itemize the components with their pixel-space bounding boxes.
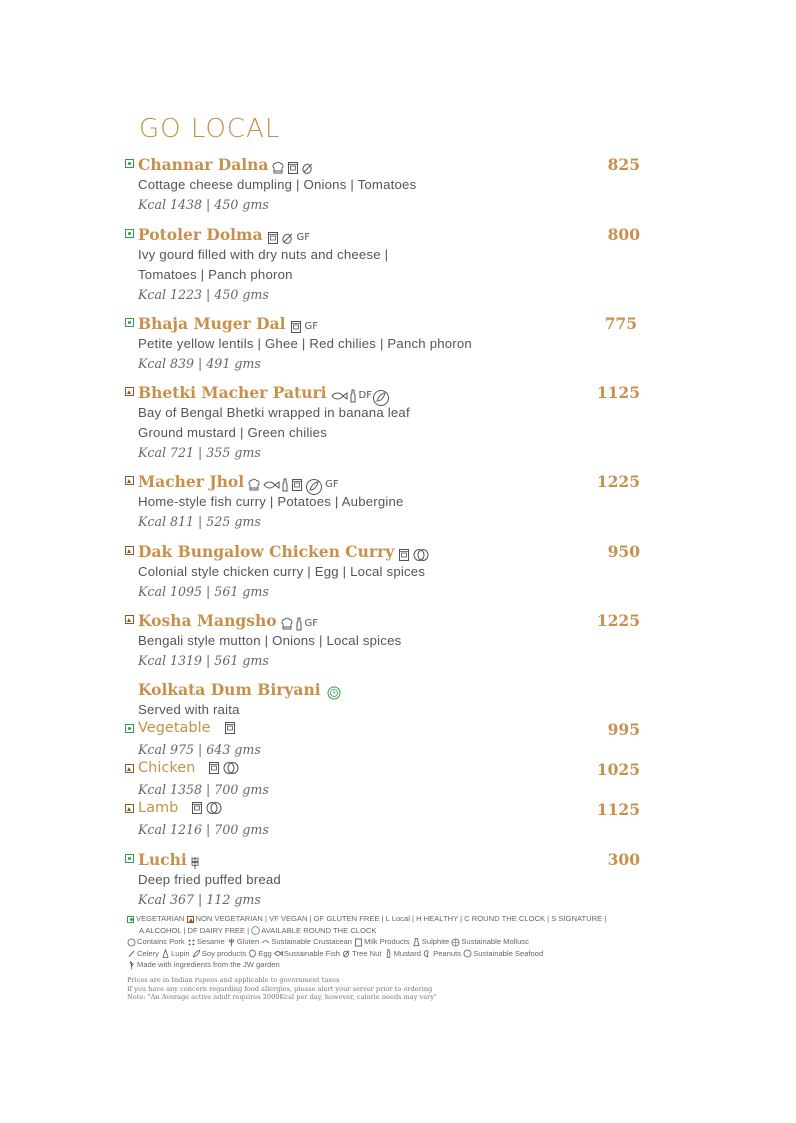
- item-description: Home-style fish curry | Potatoes | Aubergine: [138, 494, 404, 509]
- chef-hat-icon: [271, 161, 285, 175]
- item-price: 300: [607, 850, 640, 869]
- section-heading: GO LOCAL: [139, 114, 281, 144]
- milk-icon: [354, 938, 363, 947]
- menu-item: [125, 850, 645, 910]
- item-description: Served with raita: [138, 702, 240, 717]
- veg-marker-icon: [125, 159, 134, 168]
- item-calories: Kcal 839 | 491 gms: [138, 356, 261, 371]
- egg-icon: [412, 548, 430, 562]
- milk-icon: [223, 721, 237, 735]
- footnote: If you have any concern regarding food allergies, please alert your server prior to ordering: [127, 984, 433, 993]
- gluten-icon: [227, 938, 236, 947]
- item-calories: Kcal 367 | 112 gms: [138, 892, 261, 907]
- menu-item: [125, 155, 645, 215]
- milk-icon: [290, 478, 304, 492]
- item-name: Kosha Mangsho GF: [138, 611, 319, 630]
- fish-icon: [274, 949, 283, 958]
- item-description: Colonial style chicken curry | Egg | Local spices: [138, 564, 426, 579]
- item-name: Kolkata Dum Biryani: [138, 680, 342, 701]
- item-calories: Kcal 1216 | 700 gms: [138, 822, 269, 837]
- item-description: Ground mustard | Green chilies: [138, 425, 328, 440]
- item-description: Bay of Bengal Bhetki wrapped in banana leaf: [138, 405, 410, 420]
- item-calories: Kcal 1095 | 561 gms: [138, 584, 269, 599]
- item-description: Tomatoes | Panch phoron: [138, 267, 293, 282]
- round-the-clock-icon: [251, 926, 260, 935]
- gf-tag: GF: [304, 321, 319, 332]
- peanut-icon: [423, 949, 432, 958]
- nut-icon: [281, 231, 295, 245]
- item-description: Ivy gourd filled with dry nuts and cheese |: [138, 247, 389, 262]
- variant-row: [125, 760, 645, 780]
- item-price: 825: [607, 155, 640, 174]
- item-calories: Kcal 1358 | 700 gms: [138, 782, 269, 797]
- veg-marker-icon: [125, 229, 134, 238]
- variant-row: [125, 720, 645, 740]
- garden-icon: [127, 961, 136, 970]
- variant-name: Lamb: [138, 800, 224, 816]
- footnote: Note: "An Average active adult requires 2000Kcal per day, however, calorie needs may vary": [127, 993, 438, 1001]
- seafood-icon: [463, 949, 472, 958]
- menu-item: [125, 314, 645, 374]
- item-price: 800: [607, 225, 640, 244]
- item-price: 950: [607, 542, 640, 561]
- chef-hat-icon: [247, 478, 261, 492]
- mollusc-icon: [451, 938, 460, 947]
- item-name: Macher Jhol GF: [138, 472, 339, 493]
- item-price: 775: [604, 314, 637, 333]
- egg-icon: [205, 801, 223, 815]
- sesame-icon: [187, 938, 196, 947]
- veg-marker-icon: [127, 916, 134, 923]
- item-price: 995: [607, 720, 640, 739]
- veg-marker-icon: [125, 724, 134, 733]
- legend: [127, 913, 647, 971]
- footnotes: [127, 976, 647, 1002]
- item-price: 1125: [596, 383, 640, 402]
- item-price: 1025: [596, 760, 640, 779]
- nonveg-marker-icon: [125, 764, 134, 773]
- fish-icon: [262, 478, 280, 492]
- milk-icon: [207, 761, 221, 775]
- item-description: Cottage cheese dumpling | Onions | Tomatoes: [138, 177, 417, 192]
- item-description: Deep fried puffed bread: [138, 872, 281, 887]
- nonveg-marker-icon: [187, 916, 194, 923]
- variant-name: Vegetable: [138, 720, 238, 736]
- menu-item: [125, 611, 645, 671]
- nut-icon: [342, 949, 351, 958]
- item-calories: Kcal 975 | 643 gms: [138, 742, 261, 757]
- gluten-icon: [188, 856, 202, 870]
- nonveg-marker-icon: [125, 804, 134, 813]
- item-description: Bengali style mutton | Onions | Local spices: [138, 633, 402, 648]
- gf-tag: GF: [296, 232, 311, 243]
- df-tag: DF: [358, 390, 372, 401]
- milk-icon: [286, 161, 300, 175]
- nonveg-marker-icon: [125, 387, 134, 396]
- gf-tag: GF: [304, 618, 319, 629]
- mustard-icon: [384, 949, 393, 958]
- item-price: 1225: [596, 472, 640, 491]
- item-calories: Kcal 1223 | 450 gms: [138, 287, 269, 302]
- legend-line: VEGETARIAN NON VEGETARIAN | VF VEGAN | GF GLUTEN FREE | L Local | H HEALTHY | C ROUND THE CLOCK | S SIGNATURE |: [127, 913, 647, 925]
- milk-icon: [190, 801, 204, 815]
- mustard-icon: [295, 617, 303, 631]
- item-calories: Kcal 811 | 525 gms: [138, 514, 261, 529]
- round-the-clock-icon: [327, 686, 341, 700]
- biryani-item: [125, 680, 645, 840]
- sulphite-icon: [412, 938, 421, 947]
- menu-item: [125, 383, 645, 463]
- variant-row: [125, 800, 645, 820]
- item-name: Dak Bungalow Chicken Curry: [138, 542, 431, 563]
- egg-icon: [222, 761, 240, 775]
- veg-marker-icon: [125, 854, 134, 863]
- egg-icon: [248, 949, 257, 958]
- milk-icon: [397, 548, 411, 562]
- legend-line: A ALCOHOL | DF DAIRY FREE | AVAILABLE ROUND THE CLOCK: [139, 925, 377, 935]
- nonveg-marker-icon: [125, 476, 134, 485]
- soy-icon: [192, 949, 201, 958]
- mustard-icon: [281, 478, 289, 492]
- legend-line: Made with ingredients from the JW garden: [127, 959, 647, 971]
- allergen-line: Contains Pork Sesame Gluten Sustainable Crustacean Milk Products Sulphite Sustainable Mollusc: [127, 936, 647, 948]
- item-name: Potoler Dolma GF: [138, 225, 311, 244]
- mustard-icon: [349, 389, 357, 403]
- milk-icon: [289, 320, 303, 334]
- milk-icon: [266, 231, 280, 245]
- celery-icon: [127, 949, 136, 958]
- item-calories: Kcal 1319 | 561 gms: [138, 653, 269, 668]
- menu-item: [125, 542, 645, 602]
- item-calories: Kcal 1438 | 450 gms: [138, 197, 269, 212]
- item-price: 1225: [596, 611, 640, 630]
- item-calories: Kcal 721 | 355 gms: [138, 445, 261, 460]
- allergen-line: Celery Lupin Soy products Egg Sustainable Fish Tree Nut Mustard Peanuts Sustainable Seafood: [127, 948, 647, 960]
- fish-icon: [330, 389, 348, 403]
- item-name: Bhaja Muger Dal GF: [138, 314, 319, 333]
- crustacean-icon: [261, 938, 270, 947]
- gf-tag: GF: [325, 479, 339, 490]
- lupin-icon: [161, 949, 170, 958]
- chef-hat-icon: [280, 617, 294, 631]
- variant-name: Chicken: [138, 760, 241, 776]
- nonveg-marker-icon: [125, 615, 134, 624]
- item-name: Luchi: [138, 850, 203, 871]
- pork-icon: [127, 938, 136, 947]
- footnote: Prices are in Indian rupees and applicable to government taxes: [127, 976, 340, 984]
- nonveg-marker-icon: [125, 546, 134, 555]
- seafood-icon: [372, 389, 390, 403]
- veg-marker-icon: [125, 318, 134, 327]
- item-description: Petite yellow lentils | Ghee | Red chilies | Panch phoron: [138, 336, 472, 351]
- item-name: Channar Dalna: [138, 155, 316, 176]
- menu-item: [125, 472, 645, 532]
- nut-icon: [301, 161, 315, 175]
- seafood-icon: [305, 478, 323, 492]
- item-name: Bhetki Macher Paturi DF: [138, 383, 391, 404]
- menu-item: [125, 225, 645, 305]
- item-price: 1125: [596, 800, 640, 819]
